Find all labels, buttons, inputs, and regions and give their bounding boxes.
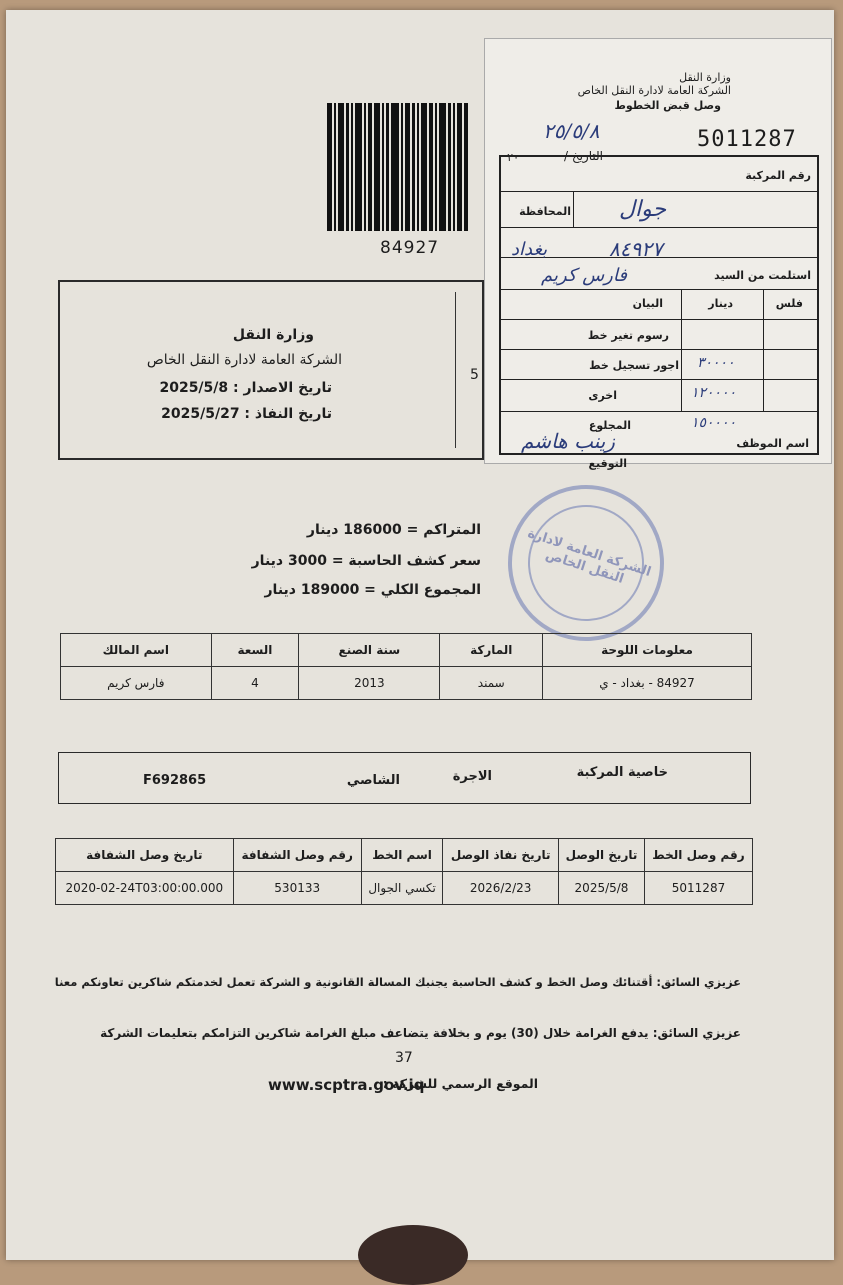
receipt-date-label: التاريخ / (563, 149, 603, 163)
brand: سمند (440, 667, 543, 700)
received-from-label: استلمت من السيد (714, 269, 811, 282)
computer-check-fee: سعر كشف الحاسبة = 3000 دينار (251, 553, 481, 569)
header-transparency-receipt-date: تاريخ وصل الشفافة (56, 839, 234, 872)
employee-label: اسم الموظف (736, 437, 809, 450)
header-line-name: اسم الخط (361, 839, 442, 872)
receipt-grid (499, 155, 819, 470)
manufacture-year: 2013 (299, 667, 440, 700)
company-name: الشركة العامة لادارة النقل الخاص (146, 352, 342, 368)
receipt-title: وصل قبض الخطوط (614, 99, 721, 112)
row-change-fee: رسوم تغير خط (587, 329, 669, 342)
col-fils: فلس (775, 297, 803, 310)
driver-note-2: عزيزي السائق: يدفع الغرامة خلال (30) يوم و بخلافة يتضاعف مبلغ الغرامة شاكرين التزامكم بتعليمات الشركة (100, 1026, 741, 1040)
header-owner-name: اسم المالك (61, 634, 212, 667)
header-transparency-receipt-no: رقم وصل الشفافة (233, 839, 361, 872)
governorate-label: المحافظة (519, 205, 571, 218)
vehicle-type: الاجرة (452, 769, 492, 784)
header-line-receipt-no: رقم وصل الخط (644, 839, 752, 872)
expiry-date: تاريخ النفاذ : 2025/5/27 (161, 406, 332, 422)
side-digit: 5 (470, 367, 479, 383)
driver-note-1: عزيزي السائق: أقتنائك وصل الخط و كشف الحاسبة يجنبك المسالة القانونية و الشركة تعمل لخدمتكم شاكرين تعاونكم معنا (54, 975, 741, 989)
page-mark: 37 (395, 1050, 413, 1066)
official-stamp: الشركة العامة لادارة النقل الخاص (488, 465, 685, 662)
thumb (358, 1225, 468, 1285)
receipt-ministry: وزارة النقل (679, 71, 731, 84)
line-info-table (55, 838, 753, 905)
transparency-receipt-no: 530133 (233, 872, 361, 905)
header-plate-info: معلومات اللوحة (543, 634, 752, 667)
website-link[interactable]: www.scptra.gov.iq (268, 1076, 425, 1094)
chassis-value: F692865 (143, 773, 207, 788)
governorate-handwritten: بغداد (511, 239, 548, 260)
capacity: 4 (211, 667, 299, 700)
chassis-label: الشاصي (346, 773, 400, 788)
transparency-receipt-date: 2020-02-24T03:00:00.000 (56, 872, 234, 905)
vehicle-no-label: رقم المركبة (745, 169, 811, 182)
line-receipt-no: 5011287 (644, 872, 752, 905)
receipt-date-handwritten: ٢٥/٥/٨ (543, 119, 600, 143)
registration-value: ٣٠٠٠٠ (697, 355, 735, 371)
row-total: المجلوع (588, 419, 631, 432)
signature-label: التوقيع (588, 457, 627, 470)
row-registration-fee: اجور تسجيل خط (589, 359, 679, 372)
receipt-company: الشركة العامة لادارة النقل الخاص (577, 84, 731, 97)
plate-info: 84927 - بغداد - ي (543, 667, 752, 700)
line-name: تكسي الجوال (361, 872, 442, 905)
issue-date: تاريخ الاصدار : 2025/5/8 (159, 380, 332, 396)
barcode (327, 103, 482, 231)
grand-total: المجموع الكلي = 189000 دينار (264, 582, 481, 598)
receipt-expiry: 2026/2/23 (443, 872, 559, 905)
header-capacity: السعة (211, 634, 299, 667)
website-label: الموقع الرسمي للشركة : (382, 1076, 538, 1091)
total-value: ١٥٠٠٠٠ (691, 415, 737, 431)
line-receipt (484, 38, 832, 470)
plate-handwritten: ٨٤٩٢٧ (609, 237, 663, 261)
header-receipt-expiry: تاريخ نفاذ الوصل (443, 839, 559, 872)
ministry-name: وزارة النقل (232, 327, 314, 343)
received-from-handwritten: فارس كريم (541, 265, 627, 286)
accumulated-total: المتراكم = 186000 دينار (306, 522, 481, 538)
vehicle-no-handwritten: جوال (619, 197, 667, 222)
col-statement: البيان (632, 297, 663, 310)
receipt-date: 2025/5/8 (559, 872, 645, 905)
header-receipt-date: تاريخ الوصل (559, 839, 645, 872)
row-other: اخرى (588, 389, 617, 402)
ministry-info-box (58, 280, 484, 460)
owner-name: فارس كريم (61, 667, 212, 700)
other-value: ١٢٠٠٠٠ (691, 385, 737, 401)
receipt-date-year: ٢٠ (507, 151, 519, 164)
characteristic-label: خاصية المركبة (576, 765, 668, 780)
col-dinar: دينار (708, 297, 733, 310)
employee-handwritten: زينب هاشم (521, 429, 615, 453)
barcode-number: 84927 (380, 238, 440, 258)
vehicle-characteristic-box (58, 752, 751, 804)
header-brand: الماركة (440, 634, 543, 667)
header-manufacture-year: سنة الصنع (299, 634, 440, 667)
receipt-number: 5011287 (697, 127, 797, 152)
plate-info-table (60, 633, 752, 700)
